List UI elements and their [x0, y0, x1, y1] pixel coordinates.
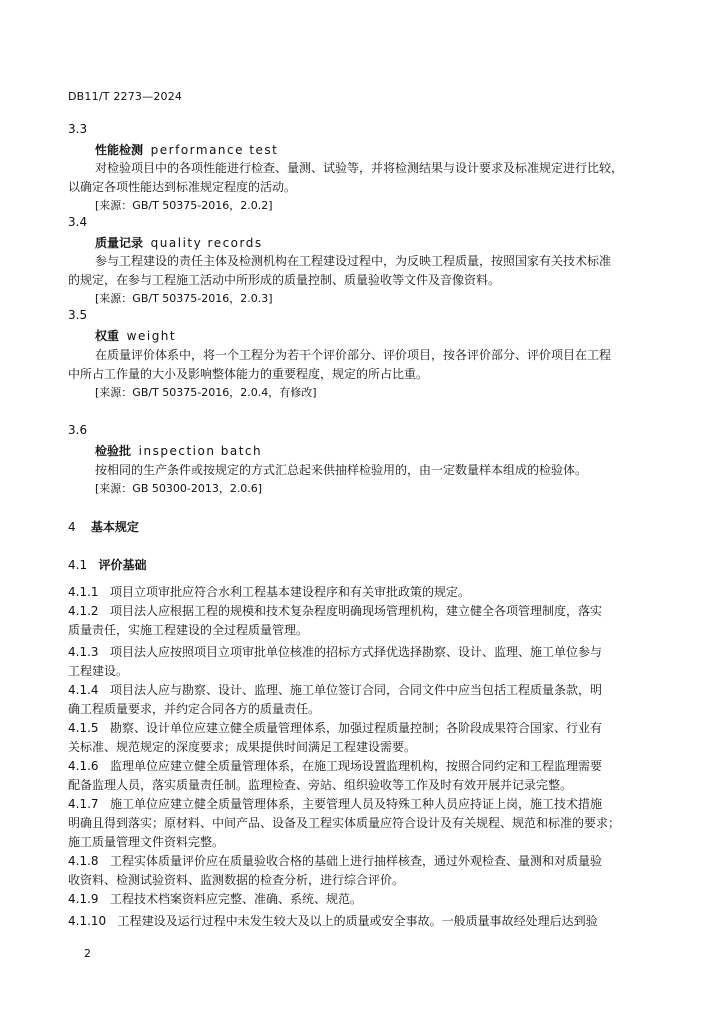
term-title [95, 442, 262, 459]
section-number: 4 [68, 520, 76, 534]
term-source: [来源：GB/T 50375-2016，2.0.2] [95, 199, 273, 212]
clause-text: 项目法人应与勘察、设计、监理、施工单位签订合同，合同文件中应当包括工程质量条款，明 [110, 683, 603, 697]
clause-text: 项目法人应根据工程的规模和技术复杂程度明确现场管理机构，建立健全各项管理制度，落实 [110, 604, 603, 618]
clause-number: 4.1.8 [68, 854, 99, 868]
clause-line: 明确且得到落实；原材料、中间产品、设备及工程实体质量应符合设计及有关规程、规范和标准的要求； [68, 816, 621, 830]
term-source: [来源：GB/T 50375-2016，2.0.4，有修改] [95, 386, 317, 399]
term-en: quality records [150, 236, 263, 250]
term-text-line: 在质量评价体系中，将一个工程分为若干个评价部分、评价项目，按各评价部分、评价项目在工程 [95, 348, 612, 362]
term-text-line: 中所占工作量的大小及影响整体能力的重要程度，规定的所占比重。 [68, 367, 429, 381]
term-number: 3.4 [68, 215, 88, 229]
clause-line: 施工质量管理文件资料完整。 [68, 835, 225, 849]
term-en: weight [126, 329, 177, 343]
term-en: inspection batch [138, 444, 263, 458]
clause-line: 确工程质量要求，并约定合同各方的质量责任。 [68, 702, 321, 716]
clause-number: 4.1.5 [68, 721, 99, 735]
term-text-line: 的规定，在参与工程施工活动中所形成的质量控制、质量验收等文件及音像资料。 [68, 273, 501, 287]
clause-line [68, 719, 602, 736]
clause-line [68, 681, 602, 698]
clause-text: 监理单位应建立健全质量管理体系，在施工现场设置监理机构，按照合同约定和工程监理需要 [110, 759, 603, 773]
term-title [95, 327, 176, 344]
page-number: 2 [84, 947, 91, 960]
term-source: [来源：GB 50300-2013，2.0.6] [95, 482, 263, 495]
clause-number: 4.1.6 [68, 759, 99, 773]
clause-text: 施工单位应建立健全质量管理体系，主要管理人员及特殊工种人员应持证上岗，施工技术措施 [110, 797, 603, 811]
term-source: [来源：GB/T 50375-2016，2.0.3] [95, 292, 273, 305]
term-number: 3.6 [68, 423, 88, 437]
term-cn: 权重 [95, 329, 120, 343]
clause-line [68, 890, 362, 907]
section-heading [68, 518, 139, 535]
term-title [95, 234, 263, 251]
clause-line [68, 602, 602, 619]
term-number: 3.3 [68, 122, 88, 136]
term-en: performance test [150, 143, 279, 157]
clause-line [68, 852, 602, 869]
subsection-title: 评价基础 [98, 558, 147, 572]
clause-number: 4.1.7 [68, 797, 99, 811]
clause-line: 工程建设。 [68, 664, 129, 678]
clause-text: 工程实体质量评价应在质量验收合格的基础上进行抽样核查，通过外观检查、量测和对质量验 [110, 854, 603, 868]
clause-line [68, 795, 602, 812]
section-title: 基本规定 [90, 520, 139, 534]
clause-number: 4.1.2 [68, 604, 99, 618]
term-text-line: 对检验项目中的各项性能进行检查、量测、试验等，并将检测结果与设计要求及标准规定进行比较， [95, 161, 624, 175]
term-text-line: 按相同的生产条件或按规定的方式汇总起来供抽样检验用的，由一定数量样本组成的检验体。 [95, 463, 588, 477]
clause-number: 4.1.9 [68, 892, 99, 906]
clause-line: 收资料、检测试验资料、监测数据的检查分析，进行综合评价。 [68, 873, 405, 887]
clause-text: 工程技术档案资料应完整、准确、系统、规范。 [110, 892, 363, 906]
doc-header: DB11/T 2273—2024 [68, 90, 183, 103]
clause-number: 4.1.1 [68, 585, 99, 599]
subsection-heading [68, 556, 147, 573]
clause-line [68, 757, 602, 774]
clause-line [68, 643, 602, 660]
clause-line [68, 583, 470, 600]
term-title [95, 141, 278, 158]
clause-text: 项目法人应按照项目立项审批单位核准的招标方式择优选择勘察、设计、监理、施工单位参与 [110, 645, 603, 659]
clause-line: 关标准、规范规定的深度要求；成果提供时间满足工程建设需要。 [68, 740, 417, 754]
subsection-number: 4.1 [68, 558, 88, 572]
term-cn: 质量记录 [95, 236, 144, 250]
term-number: 3.5 [68, 308, 88, 322]
clause-text: 工程建设及运行过程中未发生较大及以上的质量或安全事故。一般质量事故经处理后达到验 [117, 914, 598, 928]
clause-line [68, 912, 598, 929]
clause-line: 配备监理人员，落实质量责任制。监理检查、旁站、组织验收等工作及时有效开展并记录完整。 [68, 778, 573, 792]
clause-number: 4.1.3 [68, 645, 99, 659]
term-cn: 性能检测 [95, 143, 144, 157]
clause-line: 质量责任，实施工程建设的全过程质量管理。 [68, 623, 309, 637]
term-text-line: 参与工程建设的责任主体及检测机构在工程建设过程中，为反映工程质量，按照国家有关技术标准 [95, 254, 612, 268]
term-cn: 检验批 [95, 444, 132, 458]
clause-text: 项目立项审批应符合水利工程基本建设程序和有关审批政策的规定。 [110, 585, 471, 599]
term-text-line: 以确定各项性能达到标准规定程度的活动。 [68, 180, 297, 194]
clause-number: 4.1.4 [68, 683, 99, 697]
clause-number: 4.1.10 [68, 914, 107, 928]
clause-text: 勘察、设计单位应建立健全质量管理体系，加强过程质量控制；各阶段成果符合国家、行业有 [110, 721, 603, 735]
